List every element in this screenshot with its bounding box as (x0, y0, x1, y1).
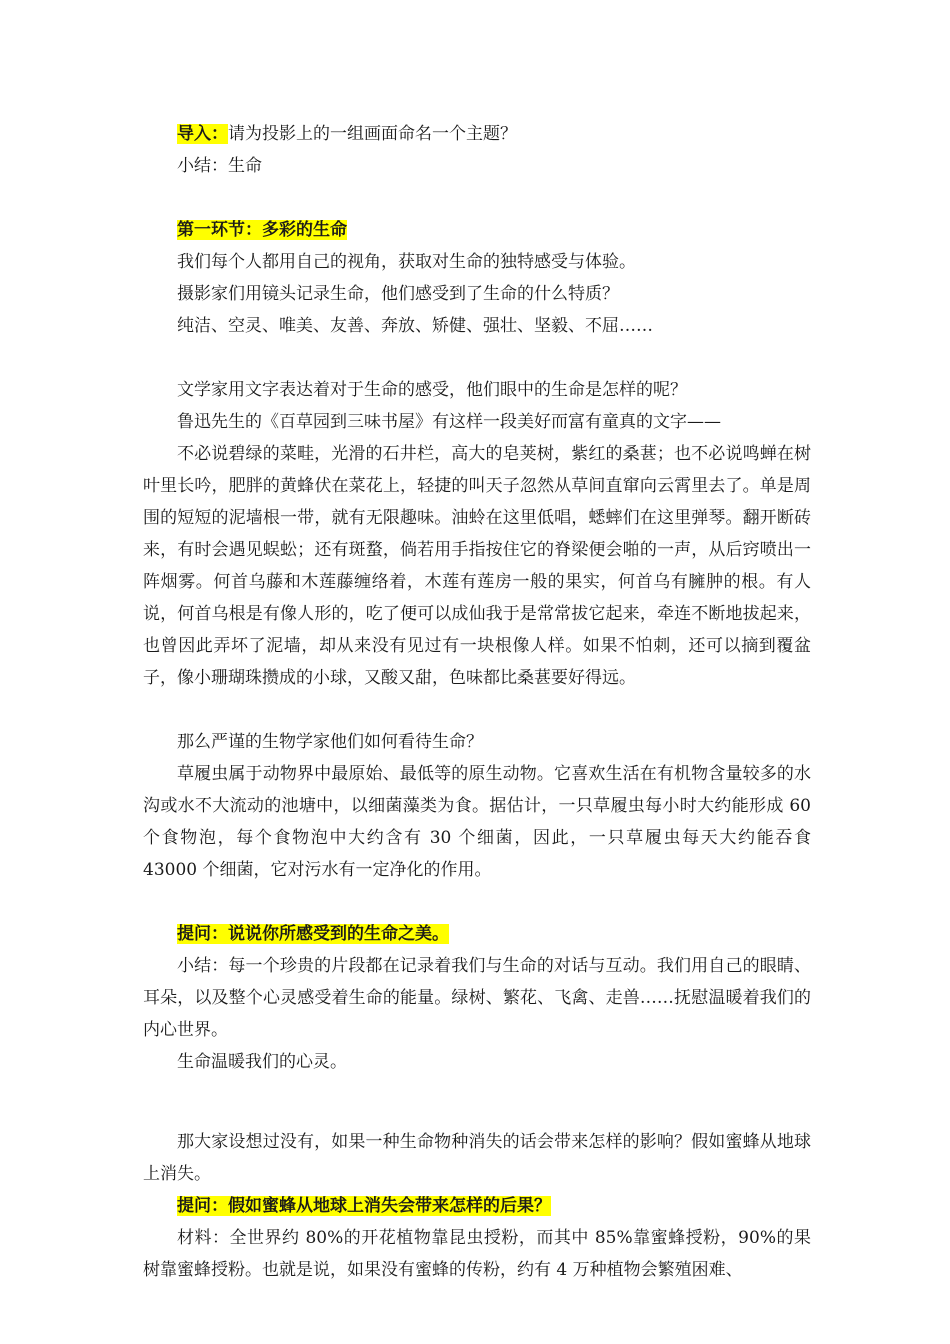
bees-paragraph: 那大家设想过没有，如果一种生命物种消失的话会带来怎样的影响？假如蜜蜂从地球上消失。 (143, 1132, 811, 1184)
bees-material: 材料：全世界约 80%的开花植物靠昆虫授粉，而其中 85%靠蜜蜂授粉，90%的果树靠蜜蜂授粉。也就是说，如果没有蜜蜂的传粉，约有 4 万种植物会繁殖困难、 (143, 1228, 811, 1280)
spacer (143, 342, 811, 374)
intro-summary: 小结：生命 (177, 156, 262, 176)
spacer (143, 1078, 811, 1126)
intro-label: 导入： (177, 124, 228, 144)
bees-question: 提问：假如蜜蜂从地球上消失会带来怎样的后果？ (177, 1196, 551, 1216)
intro-line (143, 118, 811, 150)
question1-line (143, 918, 811, 950)
section1-heading-line (143, 214, 811, 246)
section1-heading: 第一环节：多彩的生命 (177, 220, 347, 240)
document-body (143, 118, 811, 1286)
question1-label: 提问：说说你所感受到的生命之美。 (177, 924, 449, 944)
bees-question-line (143, 1190, 811, 1222)
literature-line2: 鲁迅先生的《百草园到三味书屋》有这样一段美好而富有童真的文字—— (177, 412, 721, 432)
question1-closing: 生命温暖我们的心灵。 (177, 1052, 347, 1072)
section1-line2: 摄影家们用镜头记录生命，他们感受到了生命的什么特质？ (177, 284, 619, 304)
section1-line1: 我们每个人都用自己的视角，获取对生命的独特感受与体验。 (177, 252, 636, 272)
biology-paragraph: 草履虫属于动物界中最原始、最低等的原生动物。它喜欢生活在有机物含量较多的水沟或水不大流动的池塘中，以细菌藻类为食。据估计，一只草履虫每小时大约能形成 60 个食物泡，每个食物泡中大约含有 30 个细菌，因此，一只草履虫每天大约能吞食 43000 个细菌，它对污水有一定净化的作用。 (143, 764, 811, 880)
literature-line1: 文学家用文字表达着对于生命的感受，他们眼中的生命是怎样的呢？ (177, 380, 687, 400)
biology-line1: 那么严谨的生物学家他们如何看待生命？ (177, 732, 483, 752)
literature-quote: 不必说碧绿的菜畦，光滑的石井栏，高大的皂荚树，紫红的桑葚；也不必说鸣蝉在树叶里长吟，肥胖的黄蜂伏在菜花上，轻捷的叫天子忽然从草间直窜向云霄里去了。单是周围的短短的泥墙根一带，就有无限趣味。油蛉在这里低唱，蟋蟀们在这里弹琴。翻开断砖来，有时会遇见蜈蚣；还有斑蝥，倘若用手指按住它的脊梁便会啪的一声，从后窍喷出一阵烟雾。何首乌藤和木莲藤缠络着，木莲有莲房一般的果实，何首乌有臃肿的根。有人说，何首乌根是有像人形的，吃了便可以成仙我于是常常拔它起来，牵连不断地拔起来，也曾因此弄坏了泥墙，却从来没有见过有一块根像人样。如果不怕刺，还可以摘到覆盆子，像小珊瑚珠攒成的小球，又酸又甜，色味都比桑葚要好得远。 (143, 444, 811, 688)
section1-line3: 纯洁、空灵、唯美、友善、奔放、矫健、强壮、坚毅、不屈…… (177, 316, 653, 336)
intro-question: 请为投影上的一组画面命名一个主题？ (228, 124, 517, 144)
spacer (143, 694, 811, 726)
spacer (143, 182, 811, 214)
spacer (143, 886, 811, 918)
question1-summary: 小结：每一个珍贵的片段都在记录着我们与生命的对话与互动。我们用自己的眼睛、耳朵，以及整个心灵感受着生命的能量。绿树、繁花、飞禽、走兽……抚慰温暖着我们的内心世界。 (143, 956, 811, 1040)
